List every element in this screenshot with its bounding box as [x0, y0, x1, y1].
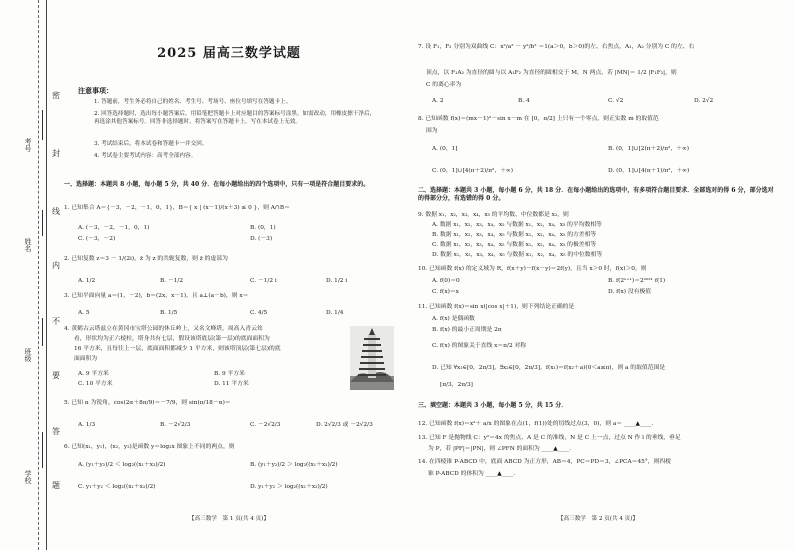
option-b: B. (0，1)	[250, 225, 276, 231]
seal-char: 封	[52, 149, 60, 158]
question-stem: 6. 已知(x₁，y₁)，(x₂，y₂)是函数 y＝log₂x 图象上不同的两点，则	[64, 444, 235, 450]
seal-line	[46, 0, 47, 550]
option-b: B. f(x) 的最小正周期是 2π	[432, 327, 502, 333]
seal-char: 密	[52, 91, 60, 100]
name-field[interactable]	[42, 210, 43, 236]
option-d: D. (－3)	[250, 236, 273, 242]
option-a: A. 1/2	[78, 278, 96, 284]
option-a: A. (0，1]	[432, 146, 458, 152]
question-stem-line: C 的离心率为	[426, 82, 462, 88]
school-label: 学校	[24, 470, 32, 484]
question-stem: 9. 数据 x₁，x₂，x₃，x₄，x₅ 的平均数、中位数都是 x₃，则	[418, 212, 569, 218]
option-a: A. 9 平方米	[78, 371, 109, 377]
seal-char: 题	[52, 481, 60, 490]
option-d: D. f(x) 没有极值	[608, 289, 652, 295]
notice-item: 2. 回答选择题时，选出每小题答案后，用铅笔把答题卡上对应题目的答案标号涂黑。如需改动，用橡皮擦干净后，再选涂其他答案标号。回答非选择题时，将答案写在答题卡上。写在本试卷上无效。	[94, 111, 376, 125]
fill-question: 13. 已知 F 是抛物线 C：y²＝4x 的焦点，A 是 C 的准线，N 是 C 上一点，过点 N 作 l 的垂线，垂足	[418, 435, 681, 441]
option-c: C. 4/5	[250, 310, 268, 316]
option-c: C. 10 平方米	[78, 381, 113, 387]
section-title: 一、选择题：本题共 8 小题，每小题 5 分，共 40 分．在每小题给出的四个选项中，只有一项是符合题目要求的。	[64, 181, 370, 188]
option-c: C. f(x) 的图象关于直线 x＝π/2 对称	[432, 343, 527, 349]
seal-char: 要	[52, 371, 60, 380]
option-d-tail: [π/3，2π/3]	[440, 382, 473, 388]
option-b: B. f(2ⁿ⁺¹)＝2²⁰²¹ f(1)	[608, 278, 666, 284]
question-stem: 11. 已知函数 f(x)＝sin x(|cos x|＋1)，则下列结论正确的是	[418, 304, 575, 310]
question-stem-line: 围为	[426, 128, 438, 134]
seal-char: 内	[52, 261, 60, 270]
page-title: 2025 届高三数学试题	[157, 46, 301, 61]
notice-heading: 注意事项：	[78, 86, 113, 95]
option-b: B. (y₁＋y₂)/2 ＞ log₂((x₁＋x₂)/2)	[250, 462, 338, 468]
question-stem: 10. 已知函数 f(x) 的定义域为 R，f(x＋y)－f(x－y)＝2f(y)，且当 x＞0 时，f(x)＞0，则	[418, 266, 647, 272]
option-d: D. 2√2	[694, 98, 714, 104]
fill-question: 12. 已知函数 f(x)＝x²＋ a/x 的图象在点(1，f(1))处的切线过点(3，0)，则 a＝ ____▲____．	[418, 421, 658, 427]
option-b: B. 1/5	[160, 310, 178, 316]
page-footer: 【高三数学 第 1 页(共 4 页)】	[188, 516, 270, 522]
option-a: A. f(x) 是偶函数	[432, 316, 475, 322]
class-label: 班级	[24, 348, 32, 362]
exam-number-field[interactable]	[42, 110, 43, 140]
option-d: D. 1/2 i	[326, 278, 348, 284]
exam-number-label: 考号	[24, 138, 32, 152]
notice-item: 1. 答题前，考生务必将自己的姓名、考生号、考场号、座位号填写在答题卡上。	[94, 99, 292, 105]
page-footer: 【高三数学 第 2 页(共 4 页)】	[557, 516, 639, 522]
question-stem: 2. 已知复数 z＝3 － 1/(2i)，z̄ 为 z 的共轭复数，则 z̄ 的虚部为	[64, 256, 228, 262]
option-b: B. 9 平方米	[214, 371, 245, 377]
fill-question-line: 为 P，若 |PF|＝|PN|，则 ∠PFN 的面积为 ____▲____．	[428, 446, 576, 452]
option-b: B. －2√2/3	[160, 422, 191, 428]
question-stem: 5. 已知 α 为锐角，cos(2α＋8π/9)＝－7/9，则 sin(π/18－α)＝	[64, 400, 231, 406]
question-stem: 3. 已知平面向量 a＝(1，－2)，b＝(2x，x－1)，且 a⊥(a－b)，则 x＝	[64, 293, 249, 299]
seal-char: 线	[52, 207, 60, 216]
option-d: D. (0，1]∪[4(π＋1)/π²，＋∞)	[608, 168, 690, 174]
seal-char: 不	[52, 317, 60, 326]
notice-item: 4. 考试卷主要考试内容：高考全部内容。	[94, 153, 197, 159]
seal-char: 答	[52, 427, 60, 436]
option-a: A. 1/3	[78, 422, 96, 428]
school-field[interactable]	[42, 432, 43, 468]
option-a: A. 2	[432, 98, 444, 104]
option-b: B. 4	[518, 98, 530, 104]
option-d: D. 已知 ∀x₁∈[0，2π/3]，∃x₂∈[0，2π/3]，f(x₁)＝f(x₂＋a)(0＜a≤π)，则 a 的取值范围是	[432, 365, 666, 371]
option-c: C. y₁＋y₂ ＜ log₂((x₁＋x₂)/2)	[78, 484, 156, 490]
name-label: 姓名	[24, 238, 32, 252]
question-stem-line: 看，形状均为正六棱柱，塔身共有七层，假设该塔底层(第一层)的底面面积为	[74, 336, 270, 342]
option-b: B. －1/2	[160, 278, 184, 284]
option-c: C. √2	[608, 98, 624, 104]
option-d: D. 1/4	[326, 310, 344, 316]
option-c: C. －2√2/3	[250, 422, 281, 428]
option-d: D. 2√2/3 或 －2√2/3	[316, 422, 373, 428]
option-a: A. f(0)＝0	[432, 278, 460, 284]
option-a: A. (y₁＋y₂)/2 ＜ log₂((x₁＋x₂)/2)	[78, 462, 166, 468]
fill-question-line: 锥 P-ABCD 的体积为 ____▲____．	[428, 471, 520, 477]
option-b: B. 数据 x₁，x₂，x₃，x₄，x₅ 与数据 x₁，x₂，x₄，x₅ 的方差相等	[432, 232, 597, 238]
cut-line	[38, 0, 39, 550]
pagoda-photo	[350, 326, 394, 390]
question-stem: 1. 已知集合 A＝{－3，－2，－1，0，1}，B＝{ x | (x－1)/(x＋3) ≤ 0 }，则 A∩B＝	[64, 205, 290, 211]
question-stem-line: 顶点，以 F₁A₂ 为直径的圆与以 A₁F₂ 为直径的圆相交于 M，N 两点，若 |MN|＝ 1/2 |F₁F₂|，则	[426, 70, 677, 76]
option-b: B. (0，1]∪[2(π＋2)/π²，＋∞)	[608, 146, 690, 152]
option-d: D. y₁＋y₂ ＞ log₂((x₁＋x₂)/2)	[250, 484, 328, 490]
option-d: D. 数据 x₁，x₂，x₃，x₄，x₅ 与数据 x₁，x₂，x₄，x₅ 的中位数相等	[432, 252, 603, 258]
section-title: 三、填空题：本题共 3 小题，每小题 5 分，共 15 分．	[418, 402, 568, 409]
option-a: A. 数据 x₁，x₂，x₃，x₄，x₅ 与数据 x₁，x₂，x₄，x₅ 的平均数相等	[432, 222, 602, 228]
notice-item: 3. 考试结束后，将本试卷和答题卡一并交回。	[94, 141, 208, 147]
page-1	[64, 0, 394, 550]
question-stem: 8. 已知函数 f(x)＝(mx－1)²－sin x－m 在 [0，π/2] 上只有一个零点，则正实数 m 的取值范	[418, 116, 659, 122]
option-a: A. 5	[78, 310, 90, 316]
class-field[interactable]	[42, 318, 43, 346]
binding-margin	[0, 0, 60, 550]
option-d: D. 11 平方米	[214, 381, 249, 387]
option-c: C. －1/2 i	[250, 278, 277, 284]
question-stem-line: 16 平方米，且每往上一层，底面面积都减少 1 平方米，则该塔顶层(第七层)的底	[74, 346, 281, 352]
fill-question: 14. 在四棱锥 P-ABCD 中，底面 ABCD 为正方形，AB＝4，PC＝PD＝3，∠PCA＝45°，则四棱	[418, 459, 671, 465]
question-stem-line: 面面积为	[74, 356, 98, 362]
section-title: 二、选择题：本题共 3 小题，每小题 6 分，共 18 分．在每小题给出的选项中，有多项符合题目要求．全部选对的得 6 分，部分选对的得部分分，有选错的得 0 分。	[418, 187, 774, 202]
option-a: A. (－3，－2，－1，0，1)	[78, 225, 150, 231]
option-c: C. (－3，－2)	[78, 236, 116, 242]
option-c: C. (0，1]∪[4(π＋2)/π²，＋∞)	[432, 168, 514, 174]
page-2	[418, 0, 778, 550]
option-c: C. 数据 x₁，x₂，x₃，x₄，x₅ 与数据 x₁，x₂，x₄，x₅ 的极差相等	[432, 242, 597, 248]
option-c: C. f(x)＝x	[432, 289, 459, 295]
question-stem: 4. 黄鹤古云塔兹立在黄冈市宝塔公园的休丘岭上，又名文峰塔，周高入青云耸	[64, 326, 263, 332]
question-stem: 7. 设 F₁，F₂ 分别为双曲线 C：x²/a² － y²/b² ＝1(a＞0，b＞0)的左、右焦点，A₁，A₂ 分别为 C 的左、右	[418, 44, 695, 50]
